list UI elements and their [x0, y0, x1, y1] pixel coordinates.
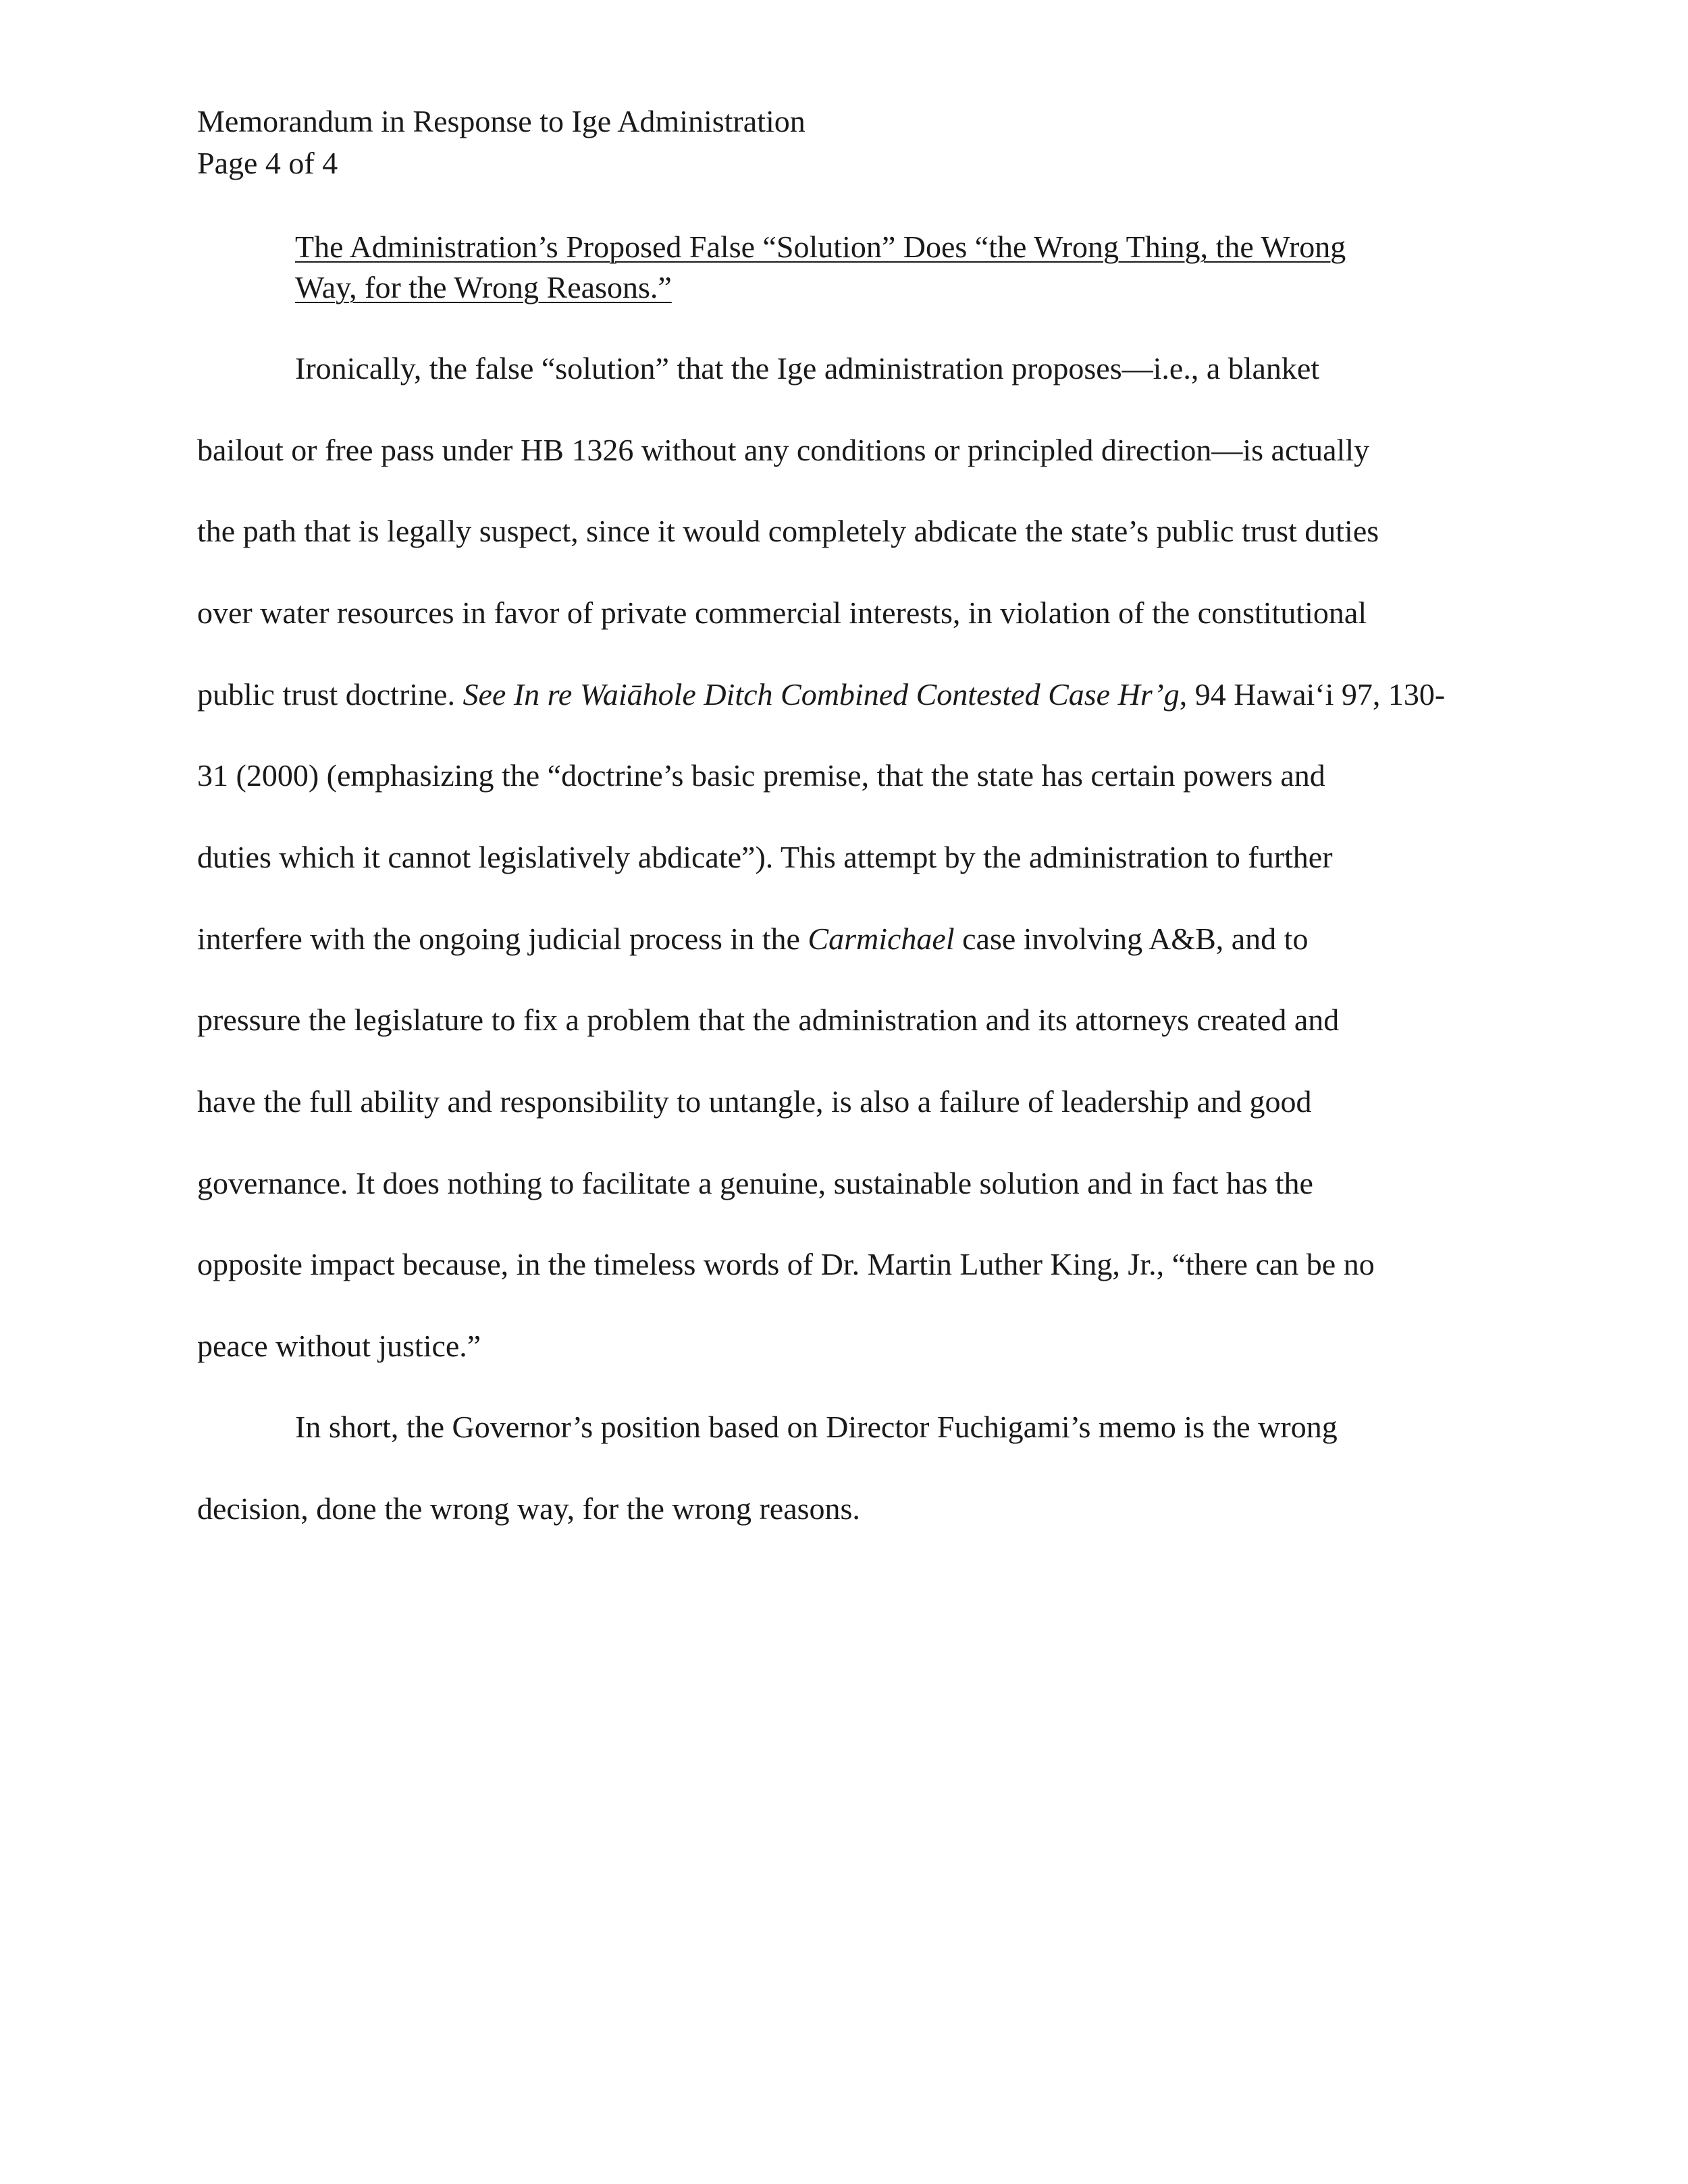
body-text: case involving A&B, and to — [954, 922, 1309, 956]
case-name: Carmichael — [808, 922, 955, 956]
case-citation: See In re Waiāhole Ditch Combined Contested Case Hr’g — [463, 677, 1180, 712]
body-line: 31 (2000) (emphasizing the “doctrine’s basic premise, that the state has certain powers and — [197, 758, 1325, 793]
body-text: , 94 Hawai‘i 97, 130- — [1179, 677, 1446, 712]
body-line: the path that is legally suspect, since it would completely abdicate the state’s public trust duties — [197, 514, 1379, 548]
body-text: interfere with the ongoing judicial process in the — [197, 922, 808, 956]
section-heading-line-2: Way, for the Wrong Reasons.” — [295, 270, 672, 304]
body-line-case — [197, 919, 1308, 959]
body-line: over water resources in favor of private commercial interests, in violation of the constitutional — [197, 595, 1367, 630]
body-line: bailout or free pass under HB 1326 without any conditions or principled direction—is actually — [197, 433, 1370, 467]
body-line: duties which it cannot legislatively abdicate”). This attempt by the administration to further — [197, 840, 1333, 874]
body-line: opposite impact because, in the timeless words of Dr. Martin Luther King, Jr., “there can be no — [197, 1247, 1375, 1281]
body-line: pressure the legislature to fix a problem that the administration and its attorneys created and — [197, 1003, 1340, 1037]
body-line: Ironically, the false “solution” that the Ige administration proposes—i.e., a blanket — [295, 351, 1320, 385]
page-number: Page 4 of 4 — [197, 146, 338, 180]
section-heading — [295, 227, 1443, 308]
body-line: governance. It does nothing to facilitate a genuine, sustainable solution and in fact has the — [197, 1166, 1313, 1200]
body-line: decision, done the wrong way, for the wrong reasons. — [197, 1491, 860, 1526]
body-line: In short, the Governor’s position based on Director Fuchigami’s memo is the wrong — [295, 1410, 1338, 1444]
body-line: have the full ability and responsibility to untangle, is also a failure of leadership and good — [197, 1084, 1312, 1119]
body-text: public trust doctrine. — [197, 677, 463, 712]
body-line: peace without justice.” — [197, 1329, 481, 1363]
memo-title: Memorandum in Response to Ige Administration — [197, 104, 806, 138]
body-line-citation — [197, 674, 1445, 715]
section-heading-line-1: The Administration’s Proposed False “Solution” Does “the Wrong Thing, the Wrong — [295, 230, 1346, 264]
